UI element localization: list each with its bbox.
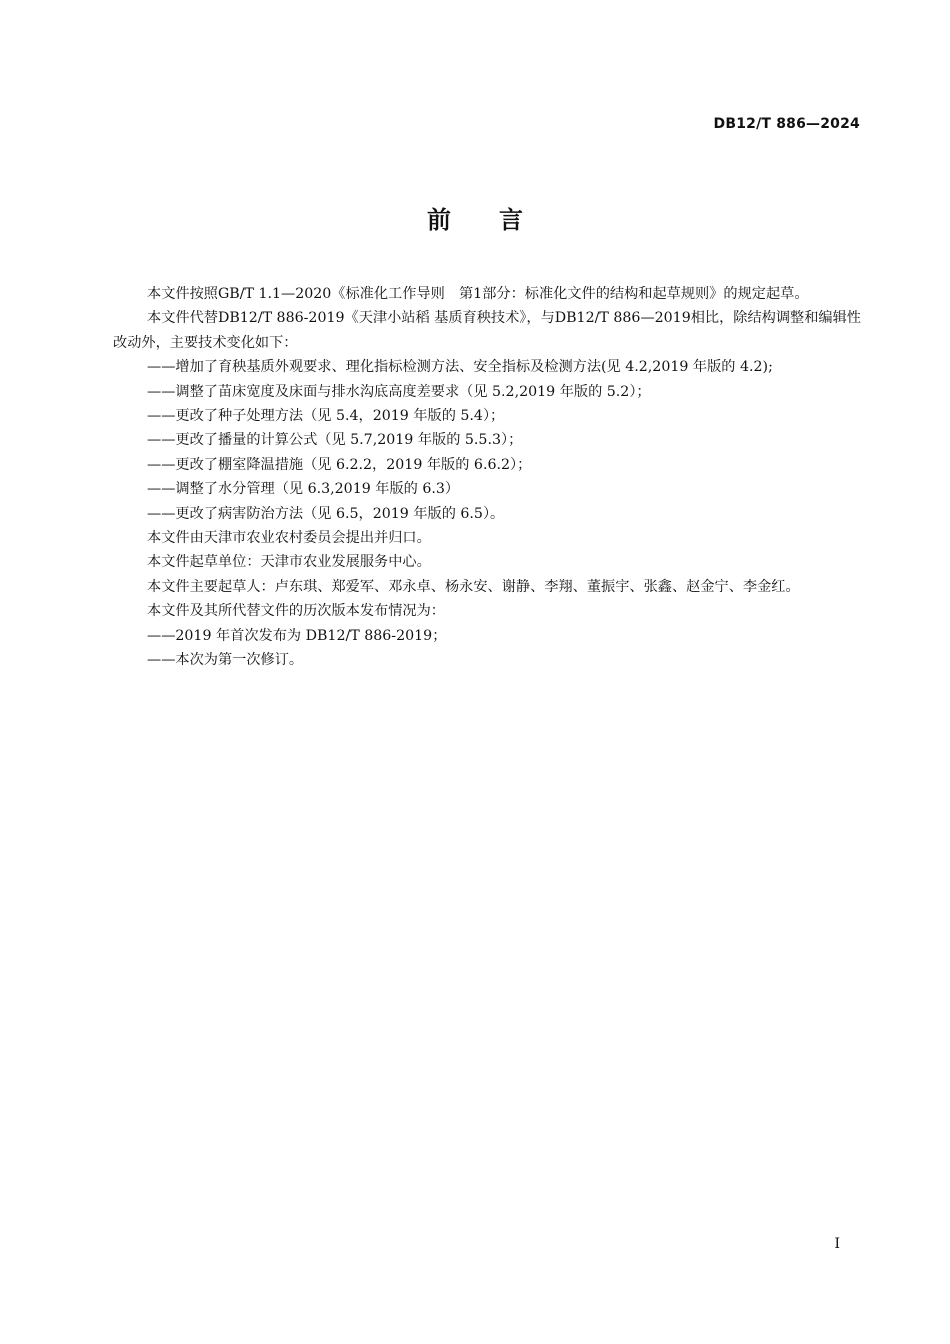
page-title <box>0 200 950 235</box>
history-item: ——2019 年首次发布为 DB12/T 886-2019； <box>147 627 447 644</box>
drafting-unit-paragraph: 本文件起草单位：天津市农业发展服务中心。 <box>147 554 431 571</box>
drafting-rules-paragraph: 本文件按照GB/T 1.1—2020《标准化工作导则 第1部分：标准化文件的结构和起草规则》的规定起草。 <box>147 286 809 302</box>
history-item: ——本次为第一次修订。 <box>147 652 304 669</box>
page-title-char-1: 前 <box>427 206 451 234</box>
change-item: ——更改了种子处理方法（见 5.4，2019 年版的 5.4）； <box>147 408 505 425</box>
change-item: ——更改了播量的计算公式（见 5.7,2019 年版的 5.5.3）； <box>147 432 523 449</box>
drafters-paragraph: 本文件主要起草人：卢东琪、郑爱军、邓永卓、杨永安、谢静、李翔、董振宇、张鑫、赵金宁、李金红。 <box>147 578 800 595</box>
proposer-paragraph: 本文件由天津市农业农村委员会提出并归口。 <box>147 530 431 547</box>
replacement-paragraph: 本文件代替DB12/T 886-2019《天津小站稻 基质育秧技术》，与DB12/T 886—2019相比，除结构调整和编辑性改动外，主要技术变化如下： <box>113 310 861 351</box>
history-intro-paragraph: 本文件及其所代替文件的历次版本发布情况为： <box>147 603 445 620</box>
change-item: ——调整了水分管理（见 6.3,2019 年版的 6.3） <box>147 481 460 498</box>
change-item: ——增加了育秧基质外观要求、理化指标检测方法、安全指标及检测方法(见 4.2,2019 年版的 4.2); <box>147 359 773 376</box>
foreword-body <box>113 282 861 673</box>
change-item: ——调整了苗床宽度及床面与排水沟底高度差要求（见 5.2,2019 年版的 5.2）； <box>147 383 651 400</box>
document-code: DB12/T 886—2024 <box>713 116 860 132</box>
change-item: ——更改了病害防治方法（见 6.5，2019 年版的 6.5）。 <box>147 505 505 522</box>
page-title-char-2: 言 <box>499 206 523 234</box>
change-item: ——更改了棚室降温措施（见 6.2.2，2019 年版的 6.6.2）； <box>147 456 532 473</box>
page-number: I <box>834 1236 840 1252</box>
